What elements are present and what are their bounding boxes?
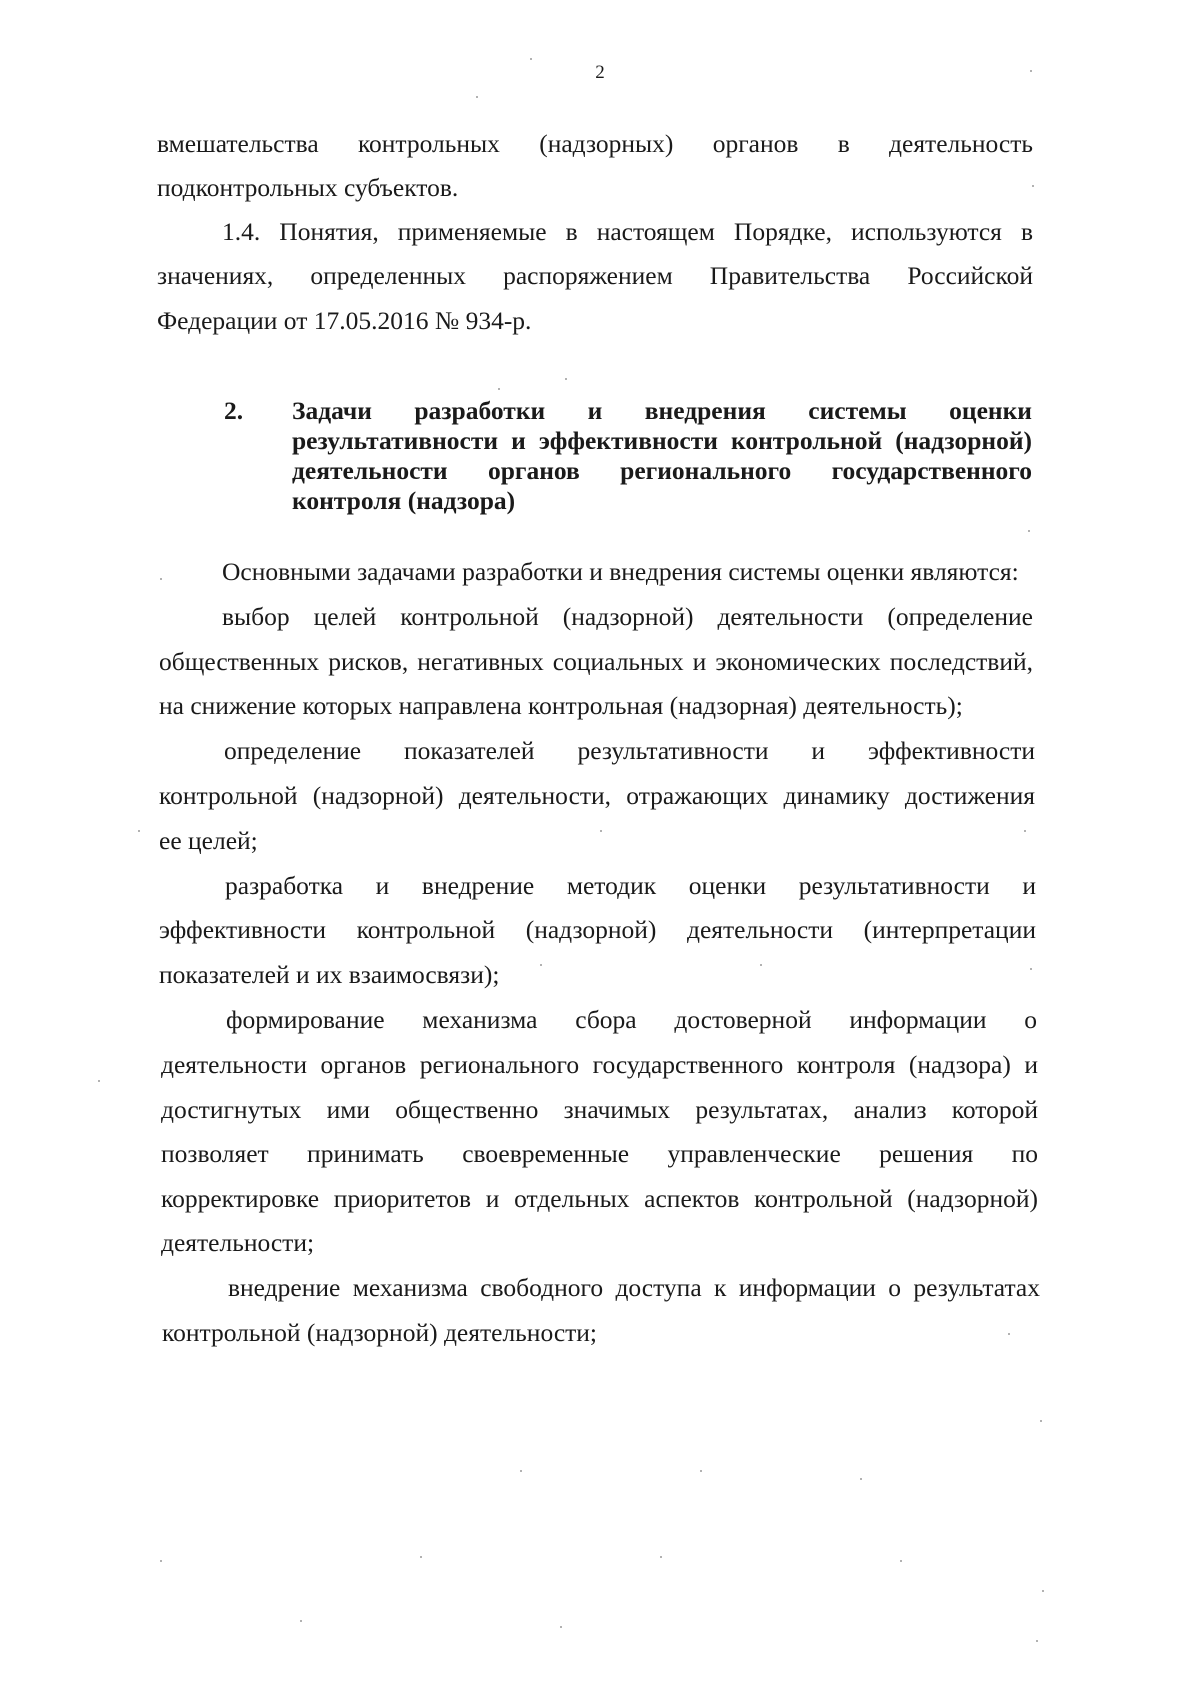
paragraph-line: 1.4. Понятия, применяемые в настоящем Порядке, используются в <box>222 217 1033 246</box>
list-item-line: деятельности; <box>161 1228 315 1257</box>
paragraph-line: Федерации от 17.05.2016 № 934-р. <box>157 306 532 335</box>
list-item-line: внедрение механизма свободного доступа к информации о результатах <box>228 1273 1040 1302</box>
scan-speck <box>530 58 532 60</box>
scan-speck <box>520 1470 522 1472</box>
scan-speck <box>1030 70 1032 72</box>
scan-speck <box>540 964 542 966</box>
scan-speck <box>1036 1640 1038 1642</box>
scan-speck <box>98 1080 100 1082</box>
scan-speck <box>476 96 478 98</box>
list-item-line: контрольной (надзорной) деятельности; <box>162 1318 598 1347</box>
section-heading-line: деятельности органов регионального государственного <box>292 456 1032 485</box>
scan-speck <box>700 1470 702 1472</box>
list-item-line: выбор целей контрольной (надзорной) деятельности (определение <box>222 602 1033 631</box>
list-item-line: показателей и их взаимосвязи); <box>159 960 500 989</box>
scan-speck <box>160 578 162 580</box>
list-item-line: корректировке приоритетов и отдельных аспектов контрольной (надзорной) <box>161 1184 1038 1213</box>
paragraph-line: значениях, определенных распоряжением Правительства Российской <box>157 261 1033 290</box>
paragraph-line: Основными задачами разработки и внедрения системы оценки являются: <box>222 557 1019 586</box>
paragraph-line: вмешательства контрольных (надзорных) органов в деятельность <box>157 129 1033 158</box>
scan-speck <box>1008 1333 1010 1335</box>
list-item-line: эффективности контрольной (надзорной) деятельности (интерпретации <box>159 915 1036 944</box>
list-item-line: определение показателей результативности и эффективности <box>224 736 1035 765</box>
scan-speck <box>1028 530 1030 532</box>
scan-speck <box>1042 1590 1044 1592</box>
list-item-line: позволяет принимать своевременные управленческие решения по <box>161 1139 1038 1168</box>
list-item-line: формирование механизма сбора достоверной информации о <box>226 1005 1037 1034</box>
list-item-line: ее целей; <box>159 826 258 855</box>
section-heading-line: результативности и эффективности контрольной (надзорной) <box>292 426 1032 455</box>
scan-speck <box>300 1620 302 1622</box>
scan-speck <box>565 378 567 380</box>
page-number: 2 <box>595 62 605 83</box>
scan-speck <box>1024 830 1026 832</box>
list-item-line: контрольной (надзорной) деятельности, отражающих динамику достижения <box>159 781 1035 810</box>
scan-speck <box>900 1560 902 1562</box>
scan-speck <box>860 1478 862 1480</box>
section-heading-line: Задачи разработки и внедрения системы оценки <box>292 396 1032 425</box>
scan-speck <box>138 830 140 832</box>
scan-speck <box>420 1556 422 1558</box>
section-number: 2. <box>224 396 244 425</box>
list-item-line: достигнутых ими общественно значимых результатах, анализ которой <box>161 1095 1038 1124</box>
scan-speck <box>1030 968 1032 970</box>
scan-speck <box>660 1556 662 1558</box>
scan-speck <box>600 830 602 832</box>
scan-speck <box>560 1626 562 1628</box>
section-heading-line: контроля (надзора) <box>292 486 516 515</box>
scan-speck <box>1040 1420 1042 1422</box>
scan-speck <box>1032 185 1034 187</box>
scan-speck <box>760 964 762 966</box>
list-item-line: на снижение которых направлена контрольная (надзорная) деятельность); <box>159 691 963 720</box>
list-item-line: разработка и внедрение методик оценки результативности и <box>225 871 1036 900</box>
list-item-line: деятельности органов регионального государственного контроля (надзора) и <box>161 1050 1038 1079</box>
scan-speck <box>498 388 500 390</box>
paragraph-line: подконтрольных субъектов. <box>157 173 459 202</box>
list-item-line: общественных рисков, негативных социальных и экономических последствий, <box>159 647 1033 676</box>
scan-speck <box>160 1560 162 1562</box>
